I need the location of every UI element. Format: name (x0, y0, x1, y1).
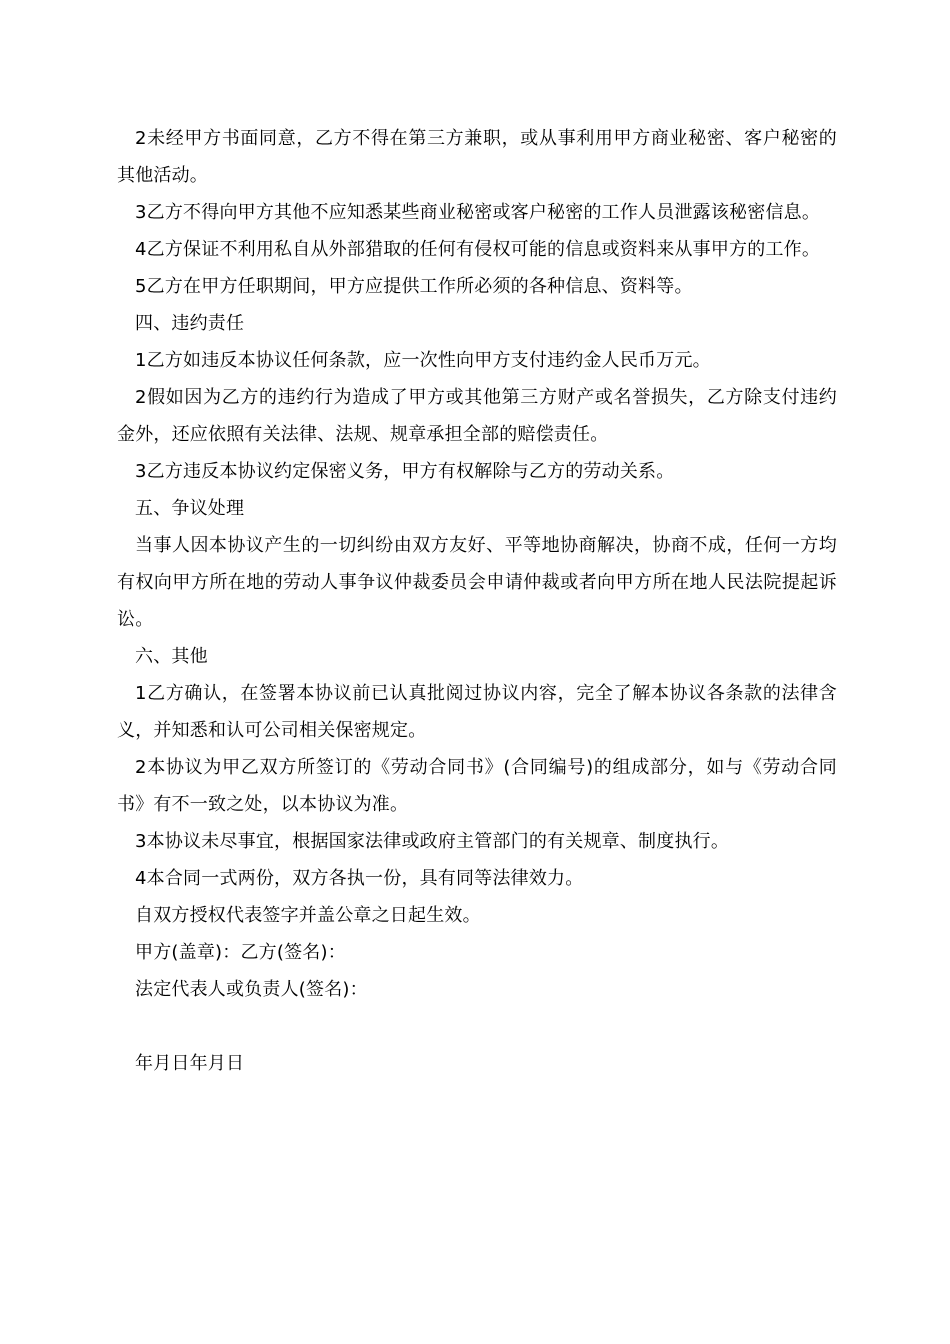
effective-date-clause: 自双方授权代表签字并盖公章之日起生效。 (135, 905, 481, 926)
clause-2-no-part-time: 2未经甲方书面同意，乙方不得在第三方兼职，或从事利用甲方商业秘密、客户秘密的其他活动。 (117, 128, 837, 186)
liability-clause-1: 1乙方如违反本协议任何条款，应一次性向甲方支付违约金人民币万元。 (135, 350, 711, 371)
section-heading-other: 六、其他 (135, 646, 208, 667)
other-clause-4: 4本合同一式两份，双方各执一份，具有同等法律效力。 (135, 868, 584, 889)
clause-3-no-disclosure: 3乙方不得向甲方其他不应知悉某些商业秘密或客户秘密的工作人员泄露该秘密信息。 (135, 202, 821, 223)
date-line: 年月日年月日 (135, 1053, 245, 1074)
dispute-clause: 当事人因本协议产生的一切纠纷由双方友好、平等地协商解决，协商不成，任何一方均有权向甲方所在地的劳动人事争议仲裁委员会申请仲裁或者向甲方所在地人民法院提起诉讼。 (117, 535, 837, 630)
liability-clause-2: 2假如因为乙方的违约行为造成了甲方或其他第三方财产或名誉损失，乙方除支付违约金外，还应依照有关法律、法规、规章承担全部的赔偿责任。 (117, 387, 837, 445)
other-clause-1: 1乙方确认，在签署本协议前已认真批阅过协议内容，完全了解本协议各条款的法律含义，并知悉和认可公司相关保密规定。 (117, 683, 837, 741)
section-heading-disputes: 五、争议处理 (135, 498, 245, 519)
other-clause-2: 2本协议为甲乙双方所签订的《劳动合同书》(合同编号)的组成部分，如与《劳动合同书》有不一致之处，以本协议为准。 (117, 757, 837, 815)
document-page (117, 120, 837, 1082)
clause-5-info-provision: 5乙方在甲方任职期间，甲方应提供工作所必须的各种信息、资料等。 (135, 276, 693, 297)
representative-signature-line: 法定代表人或负责人(签名)： (135, 979, 368, 1000)
clause-4-no-infringing-info: 4乙方保证不利用私自从外部猎取的任何有侵权可能的信息或资料来从事甲方的工作。 (135, 239, 821, 260)
blank-line (117, 1008, 837, 1045)
other-clause-3: 3本协议未尽事宜，根据国家法律或政府主管部门的有关规章、制度执行。 (135, 831, 730, 852)
section-heading-liability: 四、违约责任 (135, 313, 245, 334)
liability-clause-3: 3乙方违反本协议约定保密义务，甲方有权解除与乙方的劳动关系。 (135, 461, 675, 482)
party-signature-line: 甲方(盖章)：乙方(签名)： (135, 942, 346, 963)
